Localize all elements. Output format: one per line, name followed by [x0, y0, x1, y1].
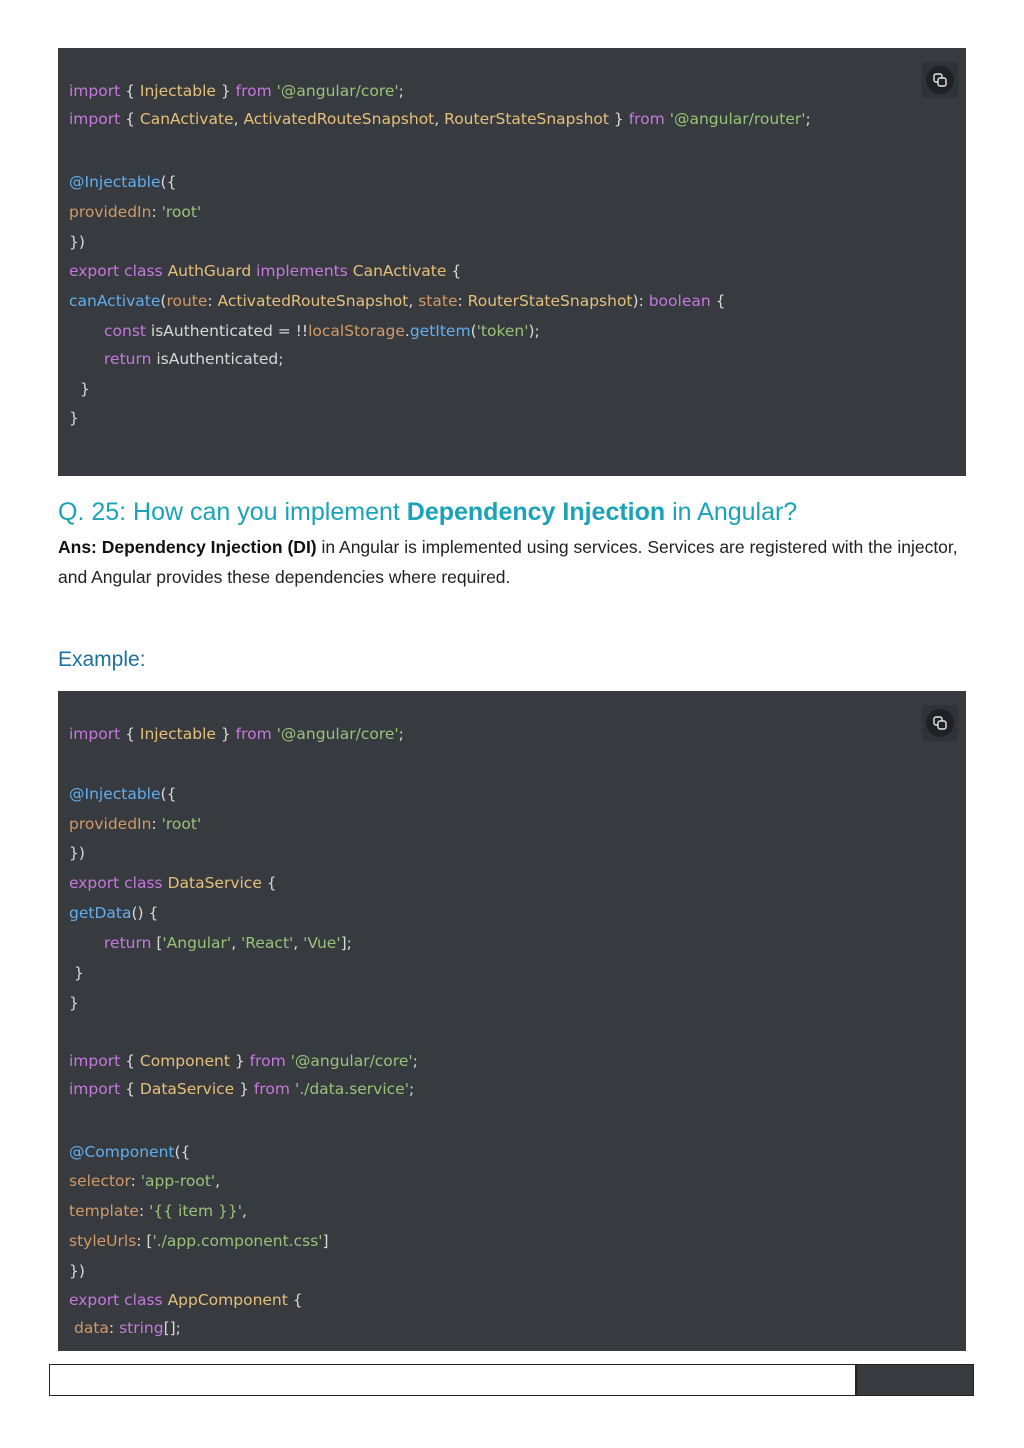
- code-line: export class DataService {: [69, 874, 277, 892]
- code-line: }: [80, 380, 90, 398]
- code-line: return ['Angular', 'React', 'Vue'];: [104, 934, 352, 952]
- code-block-data-service: [58, 691, 966, 1351]
- code-line: }): [69, 233, 85, 251]
- code-line: }): [69, 844, 85, 862]
- code-line: providedIn: 'root': [69, 815, 202, 833]
- code-line: export class AppComponent {: [69, 1291, 303, 1309]
- code-line: const isAuthenticated = !!localStorage.getItem('token');: [104, 322, 540, 340]
- code-line: template: '{{ item }}',: [69, 1202, 247, 1220]
- code-line: styleUrls: ['./app.component.css']: [69, 1232, 329, 1250]
- code-line: data: string[];: [74, 1319, 181, 1337]
- copy-icon: [926, 709, 954, 737]
- code-line: @Injectable({: [69, 785, 177, 803]
- copy-icon: [926, 66, 954, 94]
- copy-code-button[interactable]: [922, 62, 958, 98]
- code-line: import { Injectable } from '@angular/core';: [69, 82, 404, 100]
- code-line: import { Component } from '@angular/core';: [69, 1052, 418, 1070]
- example-heading: Example:: [58, 648, 146, 671]
- code-line: import { DataService } from './data.service';: [69, 1080, 415, 1098]
- code-line: canActivate(route: ActivatedRouteSnapshot, state: RouterStateSnapshot): boolean {: [69, 292, 726, 310]
- code-line: export class AuthGuard implements CanActivate {: [69, 262, 462, 280]
- code-line: }: [69, 409, 79, 427]
- question-heading: Q. 25: How can you implement Dependency Injection in Angular?: [58, 498, 798, 526]
- code-line: }: [69, 994, 79, 1012]
- code-line: getData() {: [69, 904, 159, 922]
- code-line: selector: 'app-root',: [69, 1172, 221, 1190]
- code-line: import { CanActivate, ActivatedRouteSnapshot, RouterStateSnapshot } from '@angular/router';: [69, 110, 811, 128]
- code-line: @Component({: [69, 1143, 191, 1161]
- code-line: import { Injectable } from '@angular/core';: [69, 725, 404, 743]
- code-line: providedIn: 'root': [69, 203, 202, 221]
- code-line: @Injectable({: [69, 173, 177, 191]
- code-line: return isAuthenticated;: [104, 350, 284, 368]
- code-line: }): [69, 1262, 85, 1280]
- footer-bar: [49, 1364, 856, 1396]
- copy-code-button[interactable]: [922, 705, 958, 741]
- answer-text: Ans: Dependency Injection (DI) in Angular is implemented using services. Services are registered with the injector, and Angular provides these dependencies where required.: [58, 537, 958, 587]
- code-line: }: [74, 964, 84, 982]
- code-block-auth-guard: [58, 48, 966, 476]
- footer-page-marker: [856, 1364, 974, 1396]
